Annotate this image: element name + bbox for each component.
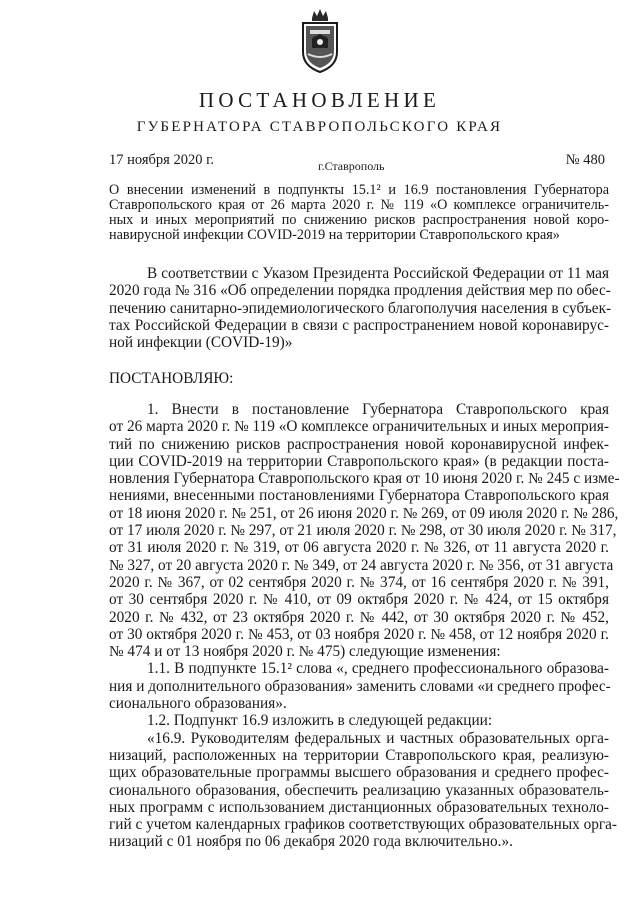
body-line: низаций, расположенных на территории Ставропольского края, реализую- xyxy=(109,746,609,764)
document-heading xyxy=(109,183,609,243)
preamble-line: 2020 года № 316 «Об определении порядка продления действия мер по обес- xyxy=(109,282,611,300)
document-date: 17 ноября 2020 г. xyxy=(109,152,215,168)
resolve-heading: ПОСТАНОВЛЯЮ: xyxy=(109,370,234,387)
main-body xyxy=(109,401,620,851)
body-line: «16.9. Руководителям федеральных и частных образовательных орга- xyxy=(147,729,609,747)
heading-line: О внесении изменений в подпункты 15.1² и 16.9 постановления Губернатора xyxy=(109,182,609,198)
coat-of-arms-icon xyxy=(298,8,342,74)
body-line: ных программ с использованием дистанционных образовательных техноло- xyxy=(109,798,609,816)
body-line: щих образовательные программы высшего образования и среднего профес- xyxy=(109,764,609,782)
preamble-line: В соответствии с Указом Президента Российской Федерации от 11 мая xyxy=(147,265,609,282)
preamble-line: печению санитарно-эпидемиологического благополучия населения в субъек- xyxy=(109,299,612,317)
body-line: 2020 г. № 432, от 23 октября 2020 г. № 442, от 30 октября 2020 г. № 452, xyxy=(109,608,609,626)
body-line: от 30 октября 2020 г. № 453, от 03 ноября 2020 г. № 458, от 12 ноября 2020 г. xyxy=(109,625,609,643)
body-line: от 30 сентября 2020 г. № 410, от 09 октября 2020 г. № 424, от 15 октября xyxy=(109,591,609,609)
body-line: новления Губернатора Ставропольского края от 10 июня 2020 г. № 245 с изме- xyxy=(109,470,620,488)
preamble-paragraph xyxy=(109,265,612,352)
body-line: нениями, внесенными постановлениями Губернатора Ставропольского края xyxy=(109,487,609,505)
body-line: 1.1. В подпункте 15.1² слова «, среднего профессионального образова- xyxy=(147,660,609,678)
body-line: сионального образования, обеспечить реализацию указанных образователь- xyxy=(109,781,609,799)
document-city: г.Ставрополь xyxy=(318,159,385,173)
heading-line: навирусной инфекции COVID-2019 на территории Ставропольского края» xyxy=(109,227,560,243)
body-line: 1. Внести в постановление Губернатора Ставропольского края xyxy=(147,401,609,418)
body-line: низаций с 01 ноября по 06 декабря 2020 года включительно.». xyxy=(109,833,513,851)
body-line: от 31 июля 2020 г. № 319, от 06 августа 2020 г. № 326, от 11 августа 2020 г. xyxy=(109,539,609,557)
body-line: 2020 г. № 367, от 02 сентября 2020 г. № 374, от 16 сентября 2020 г. № 391, xyxy=(109,573,609,591)
body-line: № 327, от 20 августа 2020 г. № 349, от 24 августа 2020 г. № 356, от 31 августа xyxy=(109,556,614,574)
body-line: от 17 июля 2020 г. № 297, от 21 июля 2020 г. № 298, от 30 июля 2020 г. № 317, xyxy=(109,522,617,540)
body-line: 1.2. Подпункт 16.9 изложить в следующей редакции: xyxy=(147,712,493,730)
body-line: тий по снижению рисков распространения новой коронавирусной инфек- xyxy=(109,435,609,453)
document-number: № 480 xyxy=(565,152,605,168)
heading-line: ных и иных мероприятий по снижению рисков распространения новой коро- xyxy=(109,212,609,228)
body-line: сионального образования». xyxy=(109,695,287,713)
body-line: от 18 июня 2020 г. № 251, от 26 июня 2020 г. № 269, от 09 июля 2020 г. № 286, xyxy=(109,504,619,522)
body-line: № 474 и от 13 ноября 2020 г. № 475) следующие изменения: xyxy=(109,643,501,661)
issuer-subtitle: ГУБЕРНАТОРА СТАВРОПОЛЬСКОГО КРАЯ xyxy=(136,119,503,135)
body-line: ния и дополнительного образования» заменить словами «и среднего профес- xyxy=(109,677,611,695)
preamble-line: тах Российской Федерации в связи с распространением новой коронавирус- xyxy=(109,316,609,334)
body-line: гий с учетом календарных графиков соответствующих образовательных орга- xyxy=(109,816,618,834)
document-type-title: ПОСТАНОВЛЕНИЕ xyxy=(198,88,441,112)
body-line: ции COVID-2019 на территории Ставропольского края» (в редакции поста- xyxy=(109,452,609,470)
heading-line: Ставропольского края от 26 марта 2020 г. № 119 «О комплексе ограничитель- xyxy=(109,197,609,213)
body-line: от 26 марта 2020 г. № 119 «О комплексе ограничительных и иных мероприя- xyxy=(109,418,609,436)
preamble-line: ной инфекции (COVID-19)» xyxy=(109,334,293,352)
